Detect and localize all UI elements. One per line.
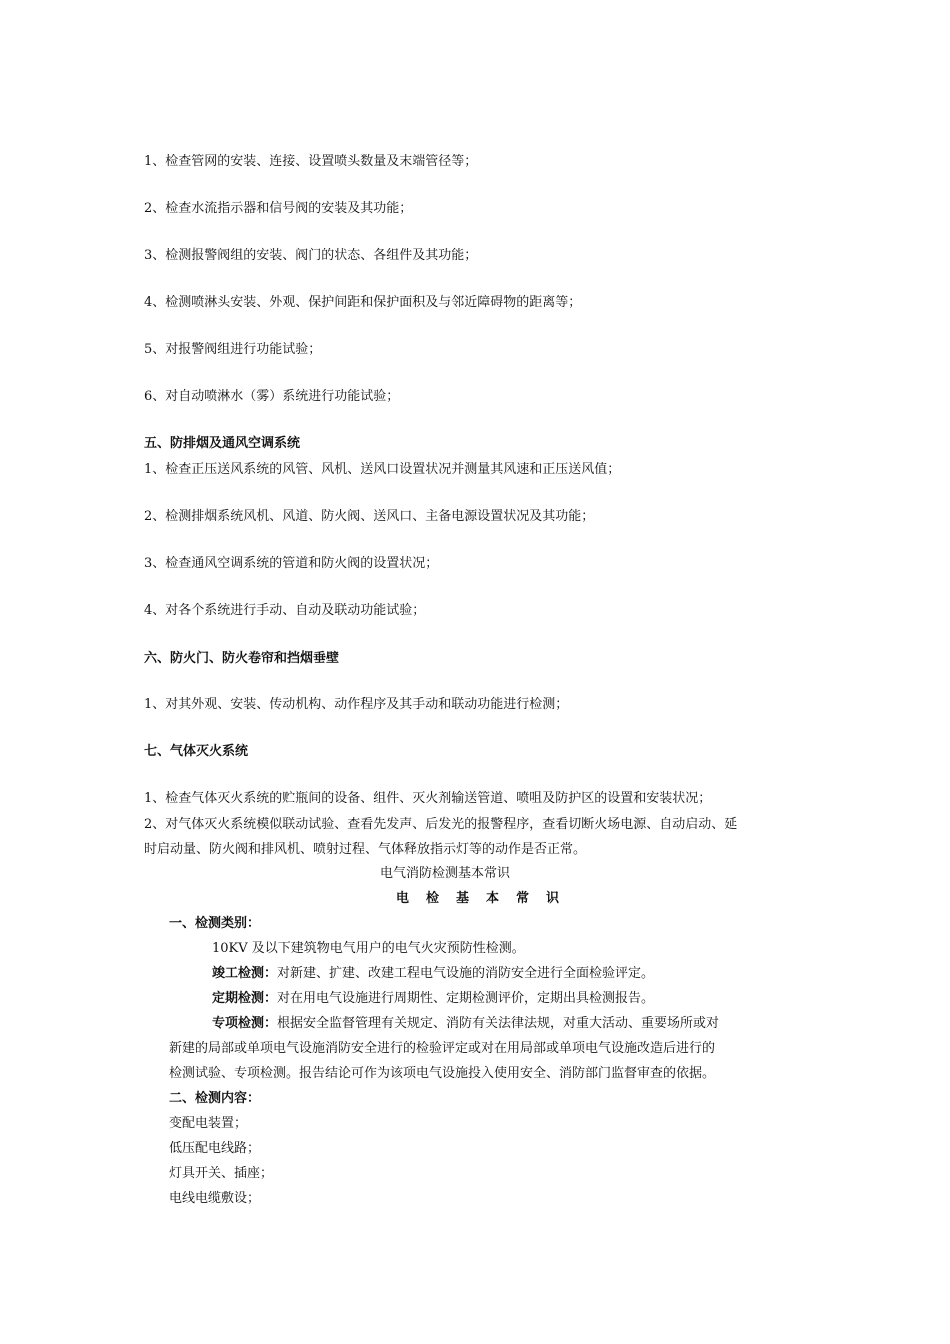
periodic-line xyxy=(212,991,654,1007)
content-item: 变配电装置； xyxy=(169,1116,248,1131)
special-text: 根据安全监督管理有关规定、消防有关法律法规，对重大活动、重要场所或对 xyxy=(277,1016,720,1031)
content-item: 低压配电线路； xyxy=(169,1141,261,1156)
doc-title: 电检基本常识 xyxy=(396,891,577,906)
section4-item: 6、对自动喷淋水（雾）系统进行功能试验； xyxy=(144,389,400,404)
section6-heading: 六、防火门、防火卷帘和挡烟垂壁 xyxy=(144,651,340,666)
section7-item: 1、检查气体灭火系统的贮瓶间的设备、组件、灭火剂输送管道、喷咀及防护区的设置和安装状况； xyxy=(144,791,712,806)
section4-item: 3、检测报警阀组的安装、阀门的状态、各组件及其功能； xyxy=(144,248,478,263)
acceptance-label: 竣工检测： xyxy=(212,966,278,981)
section5-item: 3、检查通风空调系统的管道和防火阀的设置状况； xyxy=(144,556,439,571)
section4-item: 5、对报警阀组进行功能试验； xyxy=(144,342,322,357)
section5-item: 1、检查正压送风系统的风管、风机、送风口设置状况并测量其风速和正压送风值； xyxy=(144,462,621,477)
section5-heading: 五、防排烟及通风空调系统 xyxy=(144,436,301,451)
special-continuation: 检测试验、专项检测。报告结论可作为该项电气设施投入使用安全、消防部门监督审查的依据。 xyxy=(169,1066,716,1081)
part1-heading: 一、检测类别： xyxy=(169,916,261,931)
section4-item: 4、检测喷淋头安装、外观、保护间距和保护面积及与邻近障碍物的距离等； xyxy=(144,295,582,310)
content-item: 电线电缆敷设； xyxy=(169,1191,261,1206)
section5-item: 2、检测排烟系统风机、风道、防火阀、送风口、主备电源设置状况及其功能； xyxy=(144,509,595,524)
special-label: 专项检测： xyxy=(212,1016,278,1031)
part2-heading: 二、检测内容： xyxy=(169,1091,261,1106)
periodic-label: 定期检测： xyxy=(212,991,278,1006)
periodic-text: 对在用电气设施进行周期性、定期检测评价，定期出具检测报告。 xyxy=(277,991,655,1006)
doc-subtitle: 电气消防检测基本常识 xyxy=(380,866,511,881)
section5-item: 4、对各个系统进行手动、自动及联动功能试验； xyxy=(144,603,426,618)
section7-item: 2、对气体灭火系统模似联动试验、查看先发声、后发光的报警程序，查看切断火场电源、自动启动、延 xyxy=(144,817,738,832)
intro-text: 10KV 及以下建筑物电气用户的电气火灾预防性检测。 xyxy=(212,941,525,956)
special-line xyxy=(212,1016,719,1032)
acceptance-line xyxy=(212,966,654,982)
section6-item: 1、对其外观、安装、传动机构、动作程序及其手动和联动功能进行检测； xyxy=(144,697,569,712)
content-item: 灯具开关、插座； xyxy=(169,1166,274,1181)
section4-item: 2、检查水流指示器和信号阀的安装及其功能； xyxy=(144,201,413,216)
section4-item: 1、检查管网的安装、连接、设置喷头数量及末端管径等； xyxy=(144,154,478,169)
special-continuation: 新建的局部或单项电气设施消防安全进行的检验评定或对在用局部或单项电气设施改造后进行的 xyxy=(169,1041,716,1056)
acceptance-text: 对新建、扩建、改建工程电气设施的消防安全进行全面检验评定。 xyxy=(277,966,655,981)
section7-heading: 七、气体灭火系统 xyxy=(144,744,249,759)
section7-item: 时启动量、防火阀和排风机、喷射过程、气体释放指示灯等的动作是否正常。 xyxy=(144,842,587,857)
